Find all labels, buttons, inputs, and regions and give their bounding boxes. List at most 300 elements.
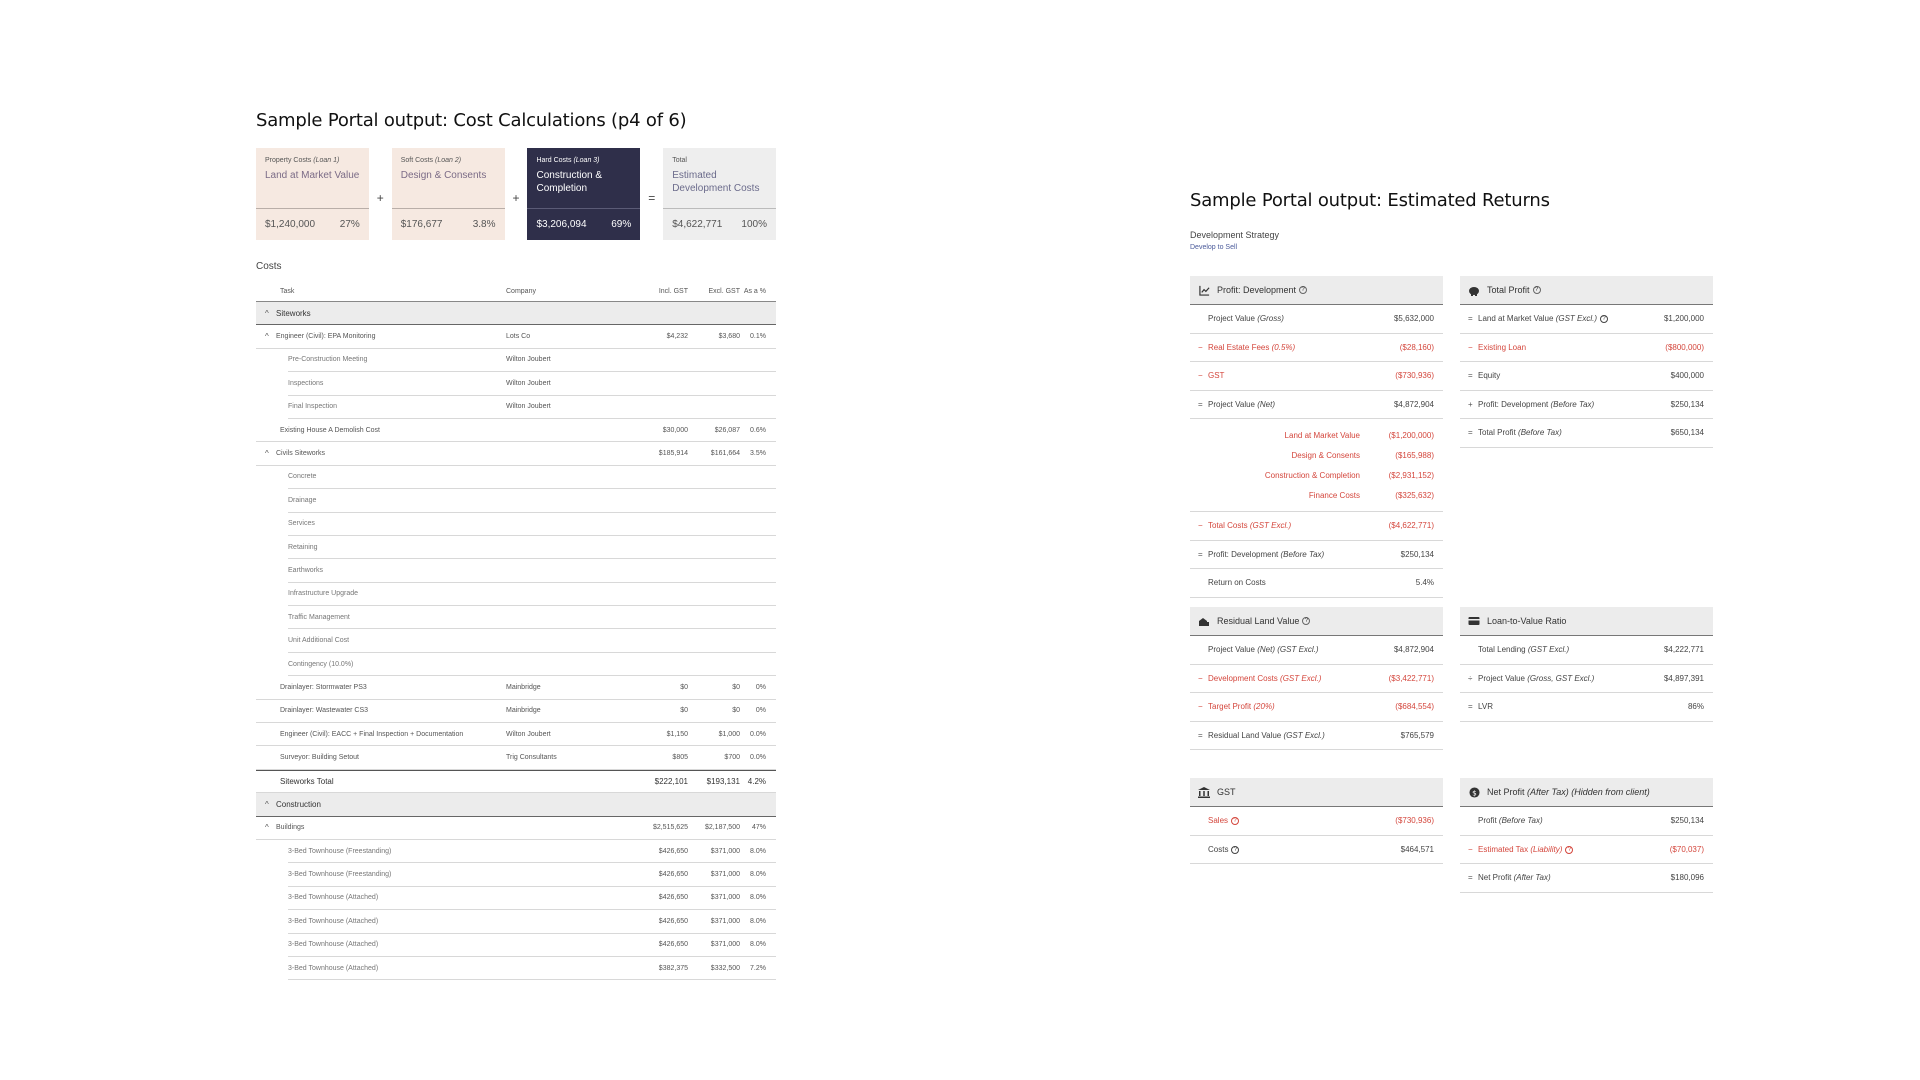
table-row[interactable]	[256, 325, 776, 348]
panel-header	[1190, 778, 1443, 807]
incl-gst-cell: $222,101	[654, 777, 688, 786]
calc-sign: ÷	[1468, 673, 1473, 683]
incl-gst-cell: $426,650	[658, 871, 688, 879]
calc-label-text: Equity	[1478, 371, 1501, 381]
incl-gst-cell: $0	[680, 707, 688, 715]
excl-gst-cell: $371,000	[710, 941, 740, 949]
panel-header	[1190, 276, 1443, 305]
calc-label	[1478, 400, 1671, 409]
cost-card-footer	[392, 209, 505, 240]
calc-label	[1478, 845, 1670, 854]
task-label: Engineer (Civil): EACC + Final Inspection + Documentation	[280, 730, 464, 738]
calc-note: (After Tax)	[1513, 873, 1551, 883]
excl-gst-cell: $193,131	[706, 777, 740, 786]
breakdown-value: ($1,200,000)	[1388, 430, 1434, 440]
breakdown-label: Finance Costs	[1308, 490, 1360, 500]
task-cell	[256, 309, 776, 318]
cost-card[interactable]	[392, 148, 505, 240]
total-row	[256, 770, 776, 793]
panel-title: Net Profit	[1487, 787, 1525, 797]
calc-sign: −	[1468, 844, 1473, 854]
cost-summary-cards	[256, 148, 776, 240]
table-row	[288, 910, 776, 933]
cost-card-percent: 27%	[339, 219, 360, 230]
calc-label	[1208, 674, 1389, 683]
table-row	[288, 372, 776, 395]
percent-cell: 8.0%	[750, 894, 766, 902]
task-cell	[256, 707, 506, 714]
table-row	[288, 466, 776, 489]
calc-row	[1460, 636, 1713, 665]
percent-cell: 7.2%	[750, 964, 766, 972]
calc-row	[1190, 693, 1443, 722]
cost-card-category	[401, 157, 496, 164]
calc-row	[1460, 362, 1713, 391]
task-label: Engineer (Civil): EPA Monitoring	[276, 333, 376, 341]
percent-cell: 0.0%	[750, 754, 766, 762]
cost-card-value: $4,622,771	[672, 219, 723, 230]
task-cell	[288, 661, 506, 668]
calc-row	[1190, 836, 1443, 865]
percent-cell: 8.0%	[750, 847, 766, 855]
task-cell	[288, 356, 506, 363]
task-cell	[256, 800, 776, 809]
calc-row	[1190, 305, 1443, 334]
calc-note: (Gross, GST Excl.)	[1527, 673, 1595, 683]
incl-gst-cell: $426,650	[658, 894, 688, 902]
incl-gst-cell: $426,650	[658, 917, 688, 925]
company-cell: Mainbridge	[506, 683, 541, 691]
task-label: Traffic Management	[288, 613, 350, 621]
calc-label	[1208, 550, 1401, 559]
table-row	[288, 349, 776, 372]
calc-value: $4,897,391	[1663, 673, 1704, 683]
info-icon[interactable]: ?	[1231, 846, 1239, 854]
breakdown-label: Construction & Completion	[1264, 470, 1360, 480]
percent-cell: 4.2%	[747, 777, 766, 786]
calc-value: $4,872,904	[1393, 645, 1434, 655]
calc-sign: =	[1468, 873, 1473, 883]
breakdown-value: ($165,988)	[1395, 450, 1434, 460]
task-cell	[288, 473, 506, 480]
task-label: Contingency (10.0%)	[288, 660, 354, 668]
calc-note: (GST Excl.)	[1283, 730, 1325, 740]
table-row	[256, 676, 776, 699]
card-icon	[1468, 615, 1480, 627]
info-icon[interactable]: ?	[1600, 315, 1608, 323]
incl-gst-cell: $2,515,625	[652, 824, 688, 832]
cost-card-category	[536, 157, 631, 164]
table-row	[288, 513, 776, 536]
calc-sign: −	[1198, 371, 1203, 381]
calc-note: (Liability)	[1530, 844, 1563, 854]
calc-value: ($684,554)	[1395, 702, 1434, 712]
calc-sign: −	[1198, 702, 1203, 712]
calc-value: $5,632,000	[1393, 314, 1434, 324]
cost-card[interactable]	[256, 148, 369, 240]
excl-gst-cell: $0	[732, 683, 740, 691]
table-row	[256, 746, 776, 769]
cost-card-category	[265, 157, 360, 164]
calc-row	[1190, 636, 1443, 665]
task-label: 3-Bed Townhouse (Freestanding)	[288, 871, 392, 879]
breakdown-row	[1190, 465, 1434, 485]
company-cell: Mainbridge	[506, 707, 541, 715]
operator-symbol: +	[376, 191, 384, 205]
company-cell: Wilton Joubert	[506, 356, 551, 364]
calc-label-text: Project Value	[1478, 673, 1525, 683]
percent-cell: 0.0%	[750, 730, 766, 738]
calc-label	[1478, 645, 1664, 654]
cost-card-loan: (Loan 3)	[573, 157, 600, 164]
calc-row	[1460, 391, 1713, 420]
incl-gst-cell: $426,650	[658, 941, 688, 949]
task-label: Pre-Construction Meeting	[288, 356, 368, 364]
info-icon[interactable]: ?	[1231, 817, 1239, 825]
gst-panel	[1190, 778, 1443, 864]
estimated-returns-section	[1190, 190, 1714, 251]
calc-row	[1460, 305, 1713, 334]
calc-value: $650,134	[1670, 428, 1704, 438]
calc-label-text: Total Profit	[1478, 428, 1516, 438]
calc-row	[1460, 419, 1713, 448]
panel-header	[1460, 778, 1713, 807]
calc-row	[1460, 836, 1713, 865]
calc-label-text: GST	[1208, 371, 1225, 381]
excl-gst-cell: $700	[724, 754, 740, 762]
task-cell	[288, 848, 506, 855]
company-cell: Wilton Joubert	[506, 403, 551, 411]
col-excl-gst: Excl. GST	[708, 288, 740, 295]
calc-label-text: Project Value	[1208, 314, 1255, 324]
calc-value: $1,200,000	[1663, 314, 1704, 324]
table-row[interactable]	[256, 442, 776, 465]
col-company: Company	[506, 288, 536, 295]
table-row	[288, 887, 776, 910]
calc-sign: −	[1198, 673, 1203, 683]
piggy-bank-icon	[1468, 284, 1480, 296]
col-incl-gst: Incl. GST	[658, 288, 688, 295]
task-cell	[288, 941, 506, 948]
incl-gst-cell: $4,232	[666, 333, 688, 341]
task-cell	[288, 497, 506, 504]
chevron-up-icon[interactable]: ^	[265, 449, 269, 459]
percent-cell: 0.6%	[750, 426, 766, 434]
task-label: Services	[288, 520, 315, 528]
percent-cell: 47%	[751, 824, 766, 832]
task-label: Drainage	[288, 496, 317, 504]
task-cell	[256, 754, 506, 761]
table-row	[288, 653, 776, 676]
calc-label	[1208, 343, 1400, 352]
cost-card-name: Construction & Completion	[536, 170, 603, 194]
task-label: 3-Bed Townhouse (Attached)	[288, 917, 379, 925]
cost-calculations-title: Sample Portal output: Cost Calculations (p4 of 6)	[256, 110, 687, 131]
calc-value: ($70,037)	[1669, 844, 1704, 854]
calc-label	[1208, 314, 1394, 323]
calc-note: (Before Tax)	[1518, 428, 1562, 438]
calc-row	[1190, 807, 1443, 836]
calc-label-text: Total Lending	[1478, 645, 1526, 655]
bank-icon	[1198, 786, 1210, 798]
incl-gst-cell: $382,375	[658, 964, 688, 972]
task-label: 3-Bed Townhouse (Attached)	[288, 964, 379, 972]
calc-label-text: Real Estate Fees	[1208, 342, 1270, 352]
cost-card-percent: 100%	[741, 219, 767, 230]
calc-note: (GST Excl.)	[1249, 521, 1292, 531]
calc-label-text: Residual Land Value	[1208, 730, 1282, 740]
calc-value: $400,000	[1670, 371, 1704, 381]
excl-gst-cell: $2,187,500	[704, 824, 740, 832]
cost-card-category-label: Soft Costs	[400, 157, 434, 164]
calc-label-text: Existing Loan	[1478, 342, 1527, 352]
cost-card-footer	[663, 209, 776, 240]
calc-note: (20%)	[1253, 702, 1275, 712]
panel-header	[1460, 276, 1713, 305]
task-label: Construction	[276, 799, 321, 809]
calc-sign: −	[1198, 521, 1203, 531]
calc-sign: =	[1468, 702, 1473, 712]
percent-cell: 8.0%	[750, 917, 766, 925]
calc-row	[1190, 665, 1443, 694]
table-row	[288, 583, 776, 606]
chevron-up-icon[interactable]: ^	[265, 308, 269, 318]
company-cell: Wilton Joubert	[506, 730, 551, 738]
cost-card-percent: 3.8%	[472, 219, 496, 230]
info-icon[interactable]: ?	[1565, 846, 1573, 854]
task-cell	[256, 449, 506, 458]
company-cell: Trig Consultants	[506, 754, 557, 762]
breakdown-value: ($325,632)	[1395, 490, 1434, 500]
cost-card-value: $3,206,094	[536, 219, 587, 230]
cost-card-top	[256, 148, 369, 209]
residual-land-value-panel	[1190, 607, 1443, 750]
cost-card-top	[392, 148, 505, 209]
cost-card-value: $1,240,000	[265, 219, 316, 230]
task-cell	[288, 403, 506, 410]
percent-cell: 8.0%	[750, 941, 766, 949]
cost-card-footer	[256, 209, 369, 240]
cost-card-top	[527, 148, 640, 209]
task-label: 3-Bed Townhouse (Freestanding)	[288, 847, 392, 855]
calc-row	[1190, 541, 1443, 570]
table-row	[288, 559, 776, 582]
calc-label-text: Estimated Tax	[1478, 844, 1529, 854]
task-cell	[256, 777, 506, 786]
calc-label-text: Return on Costs	[1208, 578, 1266, 588]
calc-note: (Before Tax)	[1550, 399, 1595, 409]
breakdown-label: Design & Consents	[1291, 450, 1360, 460]
operator-symbol: =	[648, 191, 656, 205]
chart-icon	[1198, 284, 1210, 296]
calc-label	[1208, 521, 1389, 530]
task-label: Siteworks Total	[280, 777, 334, 786]
task-cell	[288, 520, 506, 527]
info-icon[interactable]: ?	[1299, 286, 1307, 294]
cost-card-name: Estimated Development Costs	[672, 170, 760, 194]
calc-label	[1208, 702, 1395, 711]
table-row	[288, 840, 776, 863]
cost-card-category	[672, 157, 767, 164]
costs-table-header	[256, 282, 776, 302]
costs-table	[256, 282, 776, 980]
info-icon[interactable]: ?	[1533, 286, 1541, 294]
calc-label	[1208, 371, 1395, 380]
calc-label-text: Profit: Development	[1208, 549, 1279, 559]
task-cell	[288, 871, 506, 878]
excl-gst-cell: $332,500	[710, 964, 740, 972]
incl-gst-cell: $805	[672, 754, 688, 762]
panel-title: GST	[1217, 787, 1236, 797]
excl-gst-cell: $371,000	[710, 847, 740, 855]
calc-row	[1190, 512, 1443, 541]
calc-value: $464,571	[1400, 844, 1434, 854]
chevron-up-icon[interactable]: ^	[265, 799, 269, 809]
excl-gst-cell: $371,000	[710, 917, 740, 925]
calc-label	[1208, 816, 1395, 825]
total-profit-panel	[1460, 276, 1713, 448]
calc-label	[1208, 400, 1394, 409]
panel-header	[1460, 607, 1713, 636]
calc-note: (Net) (GST Excl.)	[1257, 645, 1319, 655]
calc-label	[1478, 702, 1688, 711]
calc-row	[1190, 391, 1443, 420]
calc-value: ($730,936)	[1395, 816, 1434, 826]
calc-note: (Net)	[1257, 399, 1276, 409]
calc-sign: =	[1468, 314, 1473, 324]
calc-label-text: Profit	[1478, 816, 1497, 826]
excl-gst-cell: $0	[732, 707, 740, 715]
table-row[interactable]	[256, 817, 776, 840]
land-icon	[1198, 615, 1210, 627]
calc-label	[1478, 873, 1671, 882]
calc-label-text: Project Value	[1208, 399, 1255, 409]
calc-label-text: Sales	[1208, 816, 1229, 826]
calc-value: $180,096	[1670, 873, 1704, 883]
cost-card-top	[663, 148, 776, 209]
table-row	[256, 419, 776, 442]
table-row	[288, 934, 776, 957]
table-row	[288, 606, 776, 629]
cost-breakdown	[1190, 419, 1443, 512]
calc-label-text: Land at Market Value	[1478, 314, 1554, 324]
calc-value: ($800,000)	[1665, 342, 1704, 352]
section-row[interactable]	[256, 302, 776, 325]
task-cell	[256, 823, 506, 832]
task-label: 3-Bed Townhouse (Attached)	[288, 941, 379, 949]
calc-label	[1208, 731, 1401, 740]
cost-calculations-section	[256, 110, 776, 980]
svg-text:$: $	[1471, 787, 1477, 797]
calc-sign: =	[1468, 428, 1473, 438]
calc-label-text: Target Profit	[1208, 702, 1252, 712]
excl-gst-cell: $3,680	[718, 333, 740, 341]
estimated-returns-title: Sample Portal output: Estimated Returns	[1190, 190, 1550, 211]
percent-cell: 0.1%	[750, 333, 766, 341]
calc-label-text: Total Costs	[1208, 521, 1248, 531]
calc-label	[1478, 314, 1664, 323]
table-row	[288, 536, 776, 559]
cost-card-name: Design & Consents	[400, 170, 487, 181]
task-cell	[288, 380, 506, 387]
calc-label	[1208, 645, 1394, 654]
calc-value: 86%	[1687, 702, 1704, 712]
calc-note: (Before Tax)	[1498, 816, 1543, 826]
task-label: Surveyor: Building Setout	[280, 754, 359, 762]
calc-value: 5.4%	[1415, 578, 1434, 588]
calc-note: (0.5%)	[1271, 342, 1296, 352]
panel-header	[1190, 607, 1443, 636]
cost-card-footer	[527, 209, 640, 240]
calc-label-text: Net Profit	[1478, 873, 1512, 883]
cost-card-name: Land at Market Value	[265, 170, 360, 181]
task-label: Buildings	[276, 824, 305, 832]
chevron-up-icon[interactable]: ^	[265, 332, 269, 342]
table-row	[256, 700, 776, 723]
section-row[interactable]	[256, 793, 776, 816]
cost-card[interactable]	[663, 148, 776, 240]
development-strategy-label: Development Strategy	[1190, 230, 1280, 240]
calc-row	[1460, 864, 1713, 893]
calc-note: (GST Excl.)	[1555, 314, 1598, 324]
task-label: Drainlayer: Wastewater CS3	[280, 707, 369, 715]
calc-value: $4,872,904	[1393, 399, 1434, 409]
cost-card-category-label: Hard Costs	[536, 157, 572, 164]
chevron-up-icon[interactable]: ^	[265, 823, 269, 833]
calc-label-text: Profit: Development	[1478, 399, 1549, 409]
calc-note: (GST Excl.)	[1527, 645, 1570, 655]
calc-label	[1478, 428, 1671, 437]
cost-card-loan: (Loan 1)	[313, 157, 340, 164]
task-label: Siteworks	[276, 308, 311, 318]
table-row	[288, 396, 776, 419]
net-profit-panel	[1460, 778, 1713, 893]
breakdown-row	[1190, 485, 1434, 505]
calc-row	[1460, 334, 1713, 363]
calc-label	[1208, 845, 1401, 854]
task-label: Retaining	[288, 543, 318, 551]
col-percent: As a %	[743, 288, 766, 295]
task-label: Existing House A Demolish Cost	[280, 426, 380, 434]
calc-sign: =	[1198, 399, 1203, 409]
breakdown-value: ($2,931,152)	[1388, 470, 1434, 480]
calc-row	[1460, 665, 1713, 694]
task-cell	[288, 567, 506, 574]
table-row	[288, 489, 776, 512]
calc-label	[1208, 578, 1416, 587]
percent-cell: 8.0%	[750, 871, 766, 879]
cost-card[interactable]	[527, 148, 640, 240]
development-strategy-value[interactable]: Develop to Sell	[1190, 244, 1238, 251]
info-icon[interactable]: ?	[1302, 617, 1310, 625]
calc-label-text: Development Costs	[1208, 673, 1278, 683]
calc-value: $250,134	[1400, 549, 1434, 559]
calc-note: (Before Tax)	[1280, 549, 1325, 559]
calc-label	[1478, 371, 1671, 380]
table-row	[288, 863, 776, 886]
company-cell: Lots Co	[506, 333, 531, 341]
calc-sign: =	[1198, 730, 1203, 740]
calc-sign: −	[1198, 342, 1203, 352]
calc-label	[1478, 816, 1671, 825]
task-cell	[256, 731, 506, 738]
calc-label	[1478, 343, 1665, 352]
task-cell	[288, 590, 506, 597]
task-label: 3-Bed Townhouse (Attached)	[288, 894, 379, 902]
task-label: Unit Additional Cost	[288, 637, 350, 645]
task-cell	[256, 427, 506, 434]
calc-sign: −	[1468, 342, 1473, 352]
